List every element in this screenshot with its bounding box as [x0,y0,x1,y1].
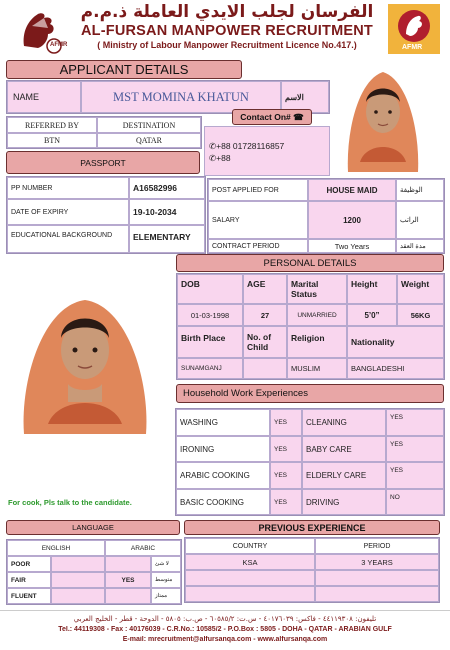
footer-email: E-mail: mrecruitment@alfursanqa.com - www.alfursanqa.com [122,636,328,643]
children-value [243,358,287,379]
phone-2: ✆+88 [209,153,231,163]
period-value: 3 YEARS [315,554,439,570]
children-header: No. of Child [243,326,287,358]
fluent-label-arabic: ممتاز [151,588,181,604]
name-label: NAME [7,81,81,113]
birthplace-value: SUNAMGANJ [177,358,243,379]
expiry-value: 19-10-2034 [129,199,205,225]
arabic-cooking-value: YES [270,462,302,489]
applicant-photo-large [18,292,152,434]
elderly-care-value: YES [386,462,444,489]
dob-value: 01-03-1998 [177,304,243,326]
weight-header: Weight [397,274,444,304]
phone-1: ✆+88 01728116857 [209,141,285,151]
passport-title: PASSPORT [6,151,200,174]
height-value: 5’0” [347,304,397,326]
baby-care-value: YES [386,436,444,462]
fluent-label: FLUENT [7,588,51,604]
poor-label: POOR [7,556,51,572]
language-title: LANGUAGE [6,520,180,535]
education-value: ELEMENTARY [129,225,205,253]
english-header: ENGLISH [7,540,105,556]
driving-label: DRIVING [302,489,386,515]
licence-text: ( Ministry of Labour Manpower Recruitment Licence No.417.) [97,40,357,50]
household-table [175,408,445,516]
job-table [207,178,445,254]
fair-english [51,572,105,588]
ironing-label: IRONING [176,436,270,462]
contract-label: CONTRACT PERIOD [208,239,308,253]
arabic-header: ARABIC [105,540,181,556]
footer-english: Tel.: 44119308 - Fax : 40176039 - C.R.No.: 10585/2 - P.O.Box : 5805 - DOHA - QATAR - ARABIAN GULF [58,626,392,633]
period-header: PERIOD [315,538,439,554]
expiry-label: DATE OF EXPIRY [7,199,129,225]
nationality-header: Nationality [347,326,444,358]
washing-label: WASHING [176,409,270,436]
footer-arabic: تليفون: ٤٤١١٩٣٠٨ - فاكس: ٤٠١٧٦٠٣٩ - س.ت: ٦٠٥٨٥/٢ - ص.ب: ٥٨٠٥ - الدوحة - قطر - الخليج العربي [73,615,377,623]
header [0,0,450,56]
destination-value: QATAR [97,133,201,148]
post-value: HOUSE MAID [308,179,396,201]
fluent-arabic [105,588,151,604]
contract-label-arabic: مدة العقد [396,239,444,253]
education-label: EDUCATIONAL BACKGROUND [7,225,129,253]
company-name: AL-FURSAN MANPOWER RECRUITMENT [81,23,373,39]
age-header: AGE [243,274,287,304]
logo-right-text: AFMR [402,44,423,51]
marital-header: Marital Status [287,274,347,304]
nationality-value: BANGLADESHI [347,358,444,379]
pp-number-value: A16582996 [129,177,205,199]
country-value: KSA [185,554,315,570]
passport-table [6,176,206,254]
logo-left [14,6,70,54]
language-table [6,539,182,605]
poor-arabic [105,556,151,572]
household-title: Household Work Experiences [176,384,444,403]
personal-table [176,273,445,380]
cleaning-label: CLEANING [302,409,386,436]
height-header: Height [347,274,397,304]
ironing-value: YES [270,436,302,462]
destination-label: DESTINATION [97,117,201,133]
applicant-details-title: APPLICANT DETAILS [6,60,242,79]
weight-value: 56KG [397,304,444,326]
religion-value: MUSLIM [287,358,347,379]
name-label-arabic: الاسم [281,81,329,113]
previous-blank-4 [315,586,439,602]
arabic-cooking-label: ARABIC COOKING [176,462,270,489]
poor-label-arabic: لا شئ [151,556,181,572]
age-value: 27 [243,304,287,326]
logo-right [388,4,440,54]
pp-number-label: PP NUMBER [7,177,129,199]
religion-header: Religion [287,326,347,358]
post-label: POST APPLIED FOR [208,179,308,201]
previous-blank-3 [185,586,315,602]
fluent-english [51,588,105,604]
washing-value: YES [270,409,302,436]
previous-blank-2 [315,570,439,586]
contact-box [204,126,330,176]
personal-details-title: PERSONAL DETAILS [176,254,444,272]
driving-value: NO [386,489,444,515]
salary-label: SALARY [208,201,308,239]
fair-label-arabic: متوسط [151,572,181,588]
salary-label-arabic: الراتب [396,201,444,239]
cleaning-value: YES [386,409,444,436]
fair-arabic: YES [105,572,151,588]
referral-table [6,116,202,149]
arabic-company-name: الفرسان لجلب الايدي العاملة ذ.م.م [80,2,374,22]
fair-label: FAIR [7,572,51,588]
previous-experience-table [184,537,440,603]
salary-value: 1200 [308,201,396,239]
previous-experience-title: PREVIOUS EXPERIENCE [184,520,440,535]
basic-cooking-value: YES [270,489,302,515]
applicant-photo-small [338,62,428,172]
contact-label: Contact On# ☎ [232,109,312,125]
marital-value: UNMARRIED [287,304,347,326]
referred-by-label: REFERRED BY [7,117,97,133]
contract-value: Two Years [308,239,396,253]
logo-left-text: AFMR [50,42,68,48]
referred-by-value: BTN [7,133,97,148]
cook-note: For cook, Pls talk to the candidate. [8,498,132,507]
footer [0,610,450,650]
name-value: MST MOMINA KHATUN [81,81,281,113]
basic-cooking-label: BASIC COOKING [176,489,270,515]
poor-english [51,556,105,572]
previous-blank-1 [185,570,315,586]
post-label-arabic: الوظيفة [396,179,444,201]
country-header: COUNTRY [185,538,315,554]
elderly-care-label: ELDERLY CARE [302,462,386,489]
birthplace-header: Birth Place [177,326,243,358]
dob-header: DOB [177,274,243,304]
baby-care-label: BABY CARE [302,436,386,462]
